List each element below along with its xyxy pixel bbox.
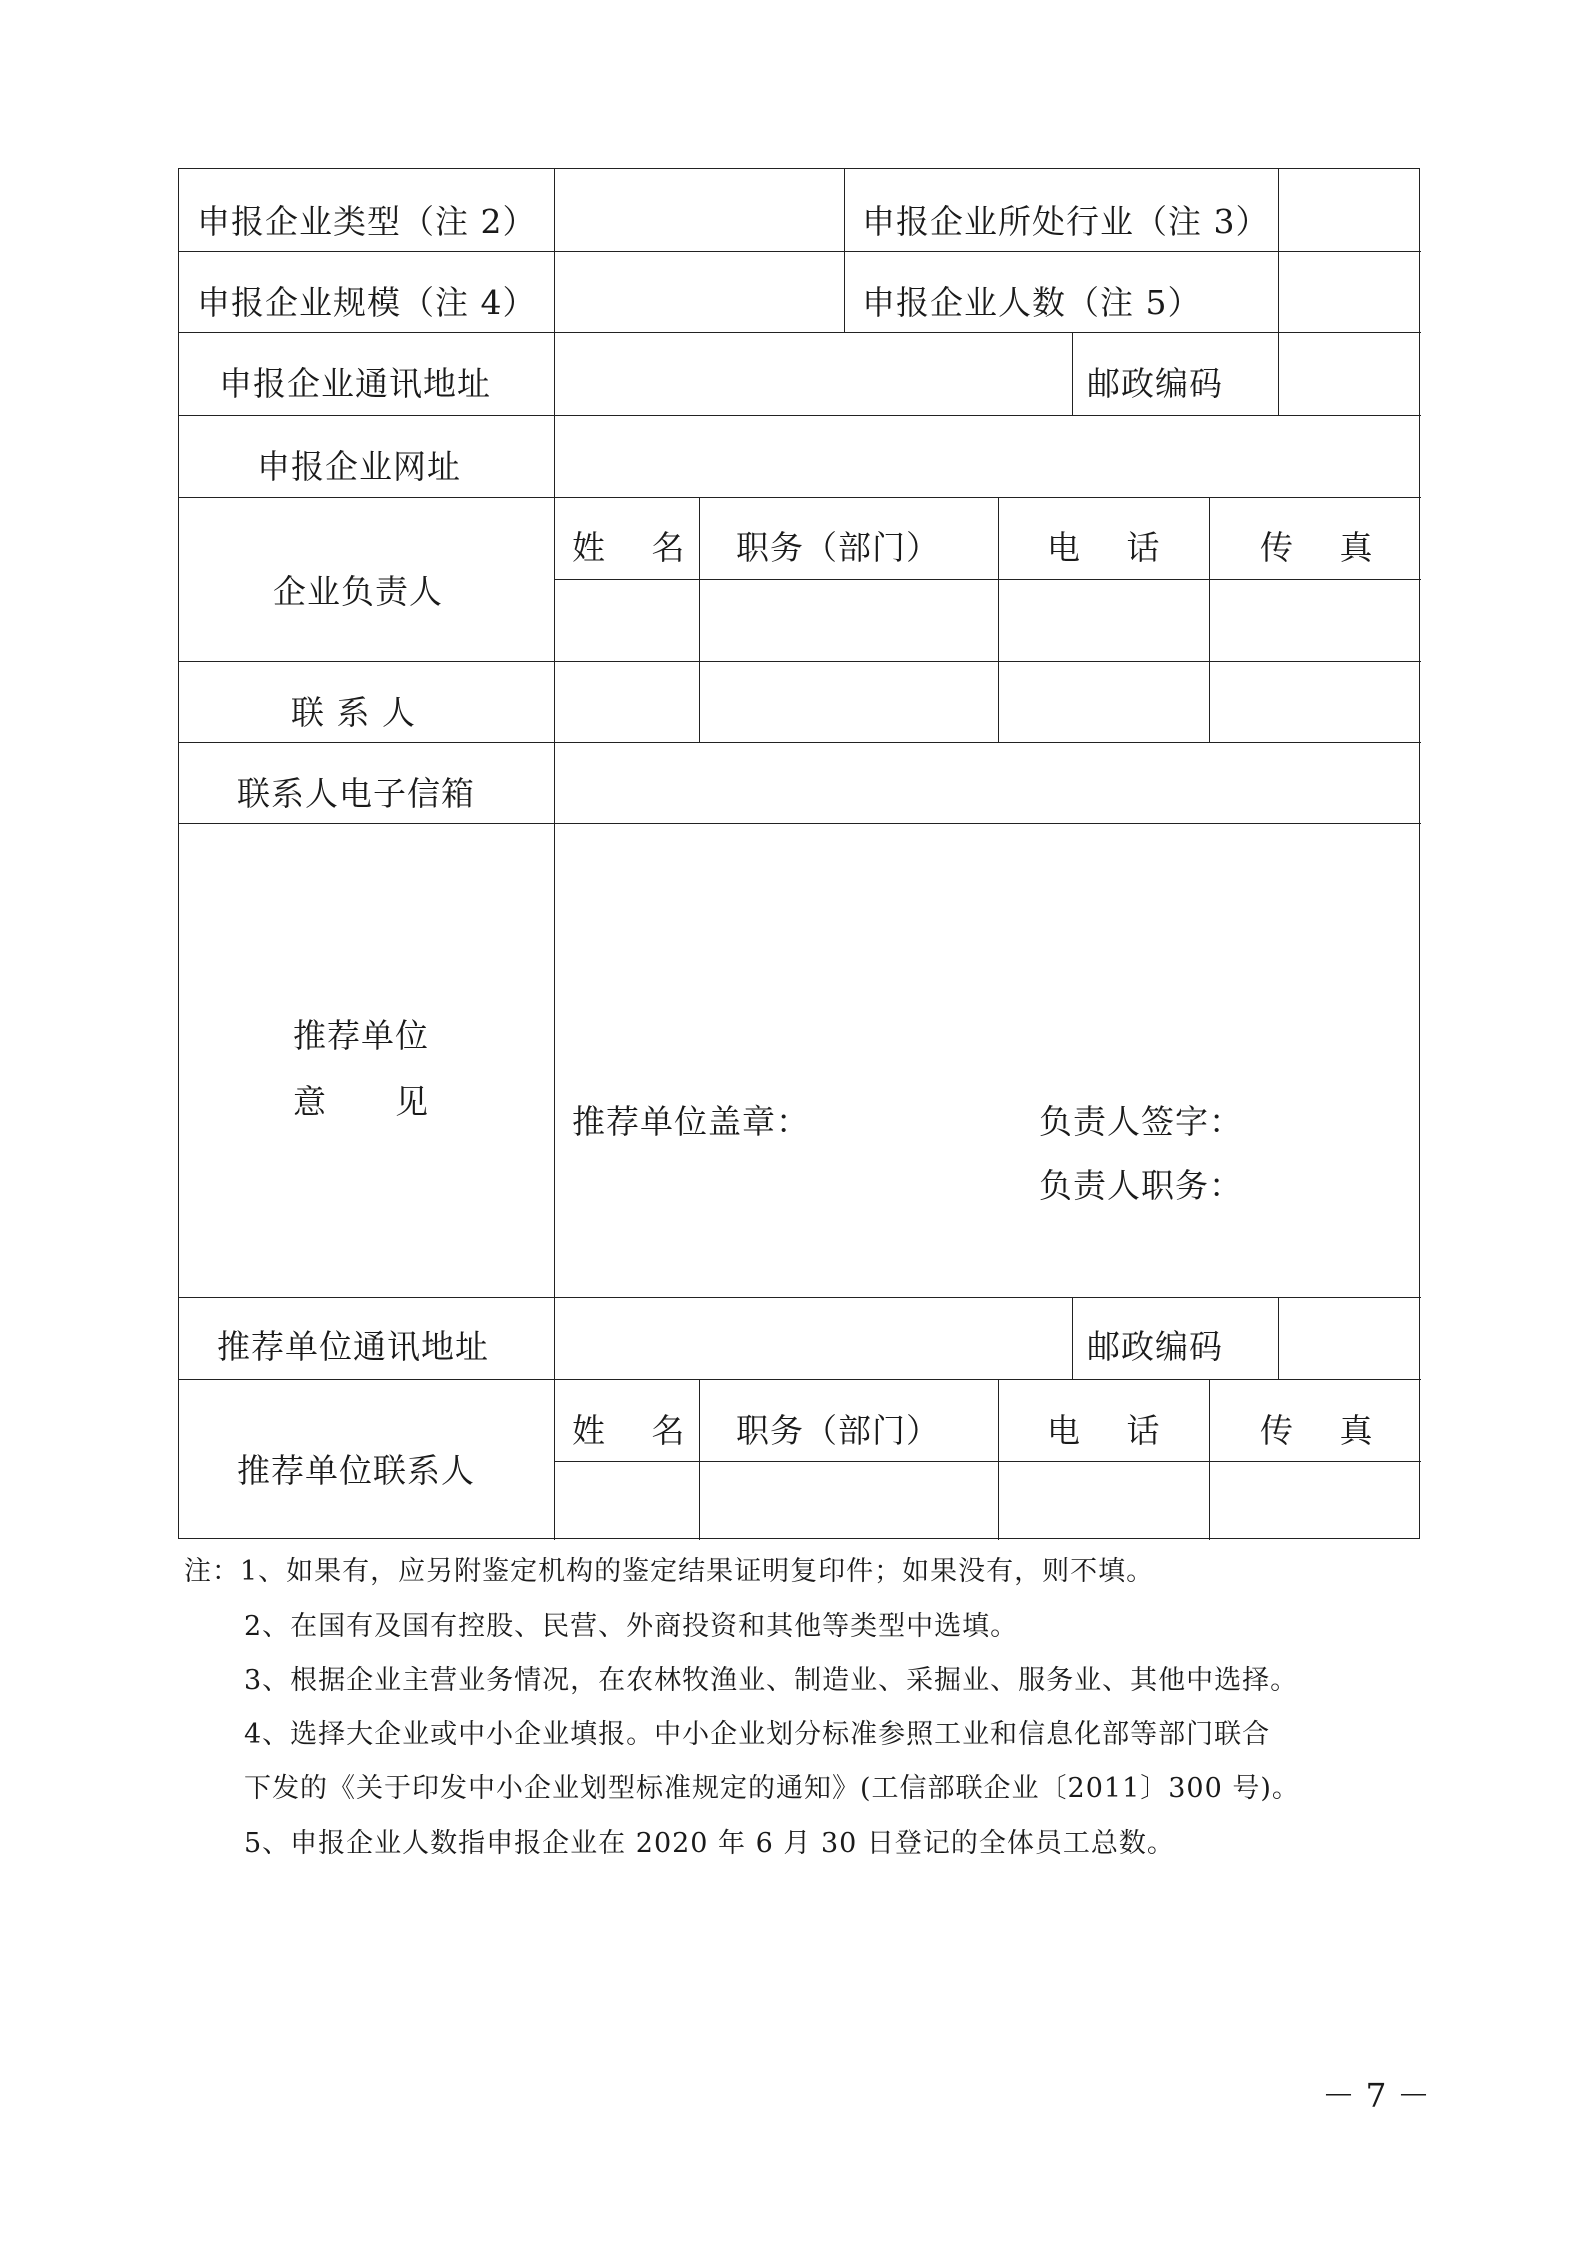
recommender-address-field[interactable] xyxy=(559,1301,1067,1375)
enterprise-industry-label: 申报企业所处行业（注 3） xyxy=(862,202,1270,241)
leader-position-label: 负责人职务： xyxy=(1039,1166,1243,1205)
leader-fax-field[interactable] xyxy=(1214,583,1415,657)
contact-email-field[interactable] xyxy=(559,746,1415,820)
recommender-name-header: 姓 名 xyxy=(572,1411,686,1450)
page-number: － 7 － xyxy=(1322,2076,1430,2115)
enterprise-postcode-label: 邮政编码 xyxy=(1087,364,1223,403)
row-divider xyxy=(179,332,1421,333)
leader-position-header: 职务（部门） xyxy=(736,528,940,567)
row-divider xyxy=(179,415,1421,416)
leader-name-field[interactable] xyxy=(559,583,695,657)
enterprise-type-field[interactable] xyxy=(559,173,839,249)
column-divider xyxy=(1278,332,1279,415)
row-divider xyxy=(179,497,1421,498)
enterprise-website-label: 申报企业网址 xyxy=(257,447,461,486)
contact-phone-field[interactable] xyxy=(1003,665,1205,739)
leader-signature-label: 负责人签字： xyxy=(1039,1102,1243,1141)
leader-name-header: 姓 名 xyxy=(572,528,686,567)
column-divider xyxy=(844,169,845,332)
contact-person-label: 联 系 人 xyxy=(291,693,416,732)
contact-email-label: 联系人电子信箱 xyxy=(237,774,475,813)
row-divider xyxy=(179,823,1421,824)
contact-position-field[interactable] xyxy=(704,665,994,739)
enterprise-type-label: 申报企业类型（注 2） xyxy=(197,202,537,241)
enterprise-postcode-field[interactable] xyxy=(1283,336,1415,412)
column-divider xyxy=(1072,332,1073,415)
column-divider xyxy=(1209,1379,1210,1540)
leader-fax-header: 传 真 xyxy=(1260,528,1374,567)
column-divider xyxy=(1209,497,1210,742)
contact-name-field[interactable] xyxy=(559,665,695,739)
column-divider xyxy=(1278,1297,1279,1379)
row-divider xyxy=(179,1297,1421,1298)
recommender-name-field[interactable] xyxy=(559,1465,695,1535)
recommender-address-label: 推荐单位通讯地址 xyxy=(217,1327,489,1366)
recommender-position-field[interactable] xyxy=(704,1465,994,1535)
enterprise-headcount-label: 申报企业人数（注 5） xyxy=(862,283,1202,322)
column-divider xyxy=(1278,169,1279,332)
recommender-position-header: 职务（部门） xyxy=(736,1411,940,1450)
row-divider xyxy=(554,1461,1421,1462)
enterprise-scale-field[interactable] xyxy=(559,255,839,329)
enterprise-industry-field[interactable] xyxy=(1283,173,1415,249)
recommender-opinion-label-2: 意 见 xyxy=(293,1082,429,1121)
column-divider xyxy=(699,1379,700,1540)
note-3: 3、根据企业主营业务情况，在农林牧渔业、制造业、采掘业、服务业、其他中选择。 xyxy=(244,1665,1299,1696)
row-divider xyxy=(179,661,1421,662)
row-divider xyxy=(554,579,1421,580)
contact-fax-field[interactable] xyxy=(1214,665,1415,739)
application-form-table xyxy=(178,168,1420,1539)
recommender-opinion-label: 推荐单位 xyxy=(293,1016,429,1055)
note-2: 2、在国有及国有控股、民营、外商投资和其他等类型中选填。 xyxy=(244,1611,1019,1642)
note-1: 注：1、如果有，应另附鉴定机构的鉴定结果证明复印件；如果没有，则不填。 xyxy=(184,1556,1155,1587)
column-divider xyxy=(1072,1297,1073,1379)
recommender-opinion-field[interactable] xyxy=(559,827,1415,1293)
column-divider xyxy=(998,497,999,742)
row-divider xyxy=(179,742,1421,743)
row-divider xyxy=(179,1379,1421,1380)
recommender-phone-header: 电 话 xyxy=(1047,1411,1161,1450)
enterprise-address-label: 申报企业通讯地址 xyxy=(219,364,491,403)
enterprise-address-field[interactable] xyxy=(559,336,1067,412)
leader-position-field[interactable] xyxy=(704,583,994,657)
enterprise-leader-label: 企业负责人 xyxy=(273,572,443,611)
leader-phone-header: 电 话 xyxy=(1047,528,1161,567)
enterprise-scale-label: 申报企业规模（注 4） xyxy=(197,283,537,322)
note-4-continued: 下发的《关于印发中小企业划型标准规定的通知》(工信部联企业〔2011〕300 号)。 xyxy=(244,1773,1300,1804)
recommender-postcode-field[interactable] xyxy=(1283,1301,1415,1375)
recommender-fax-field[interactable] xyxy=(1214,1465,1415,1535)
recommender-fax-header: 传 真 xyxy=(1260,1411,1374,1450)
row-divider xyxy=(179,251,1421,252)
note-5: 5、申报企业人数指申报企业在 2020 年 6 月 30 日登记的全体员工总数。 xyxy=(244,1828,1175,1859)
recommender-phone-field[interactable] xyxy=(1003,1465,1205,1535)
column-divider xyxy=(998,1379,999,1540)
recommender-postcode-label: 邮政编码 xyxy=(1087,1327,1223,1366)
column-divider xyxy=(554,169,555,1540)
recommender-seal-label: 推荐单位盖章： xyxy=(572,1102,810,1141)
note-4: 4、选择大企业或中小企业填报。中小企业划分标准参照工业和信息化部等部门联合 xyxy=(244,1719,1271,1750)
leader-phone-field[interactable] xyxy=(1003,583,1205,657)
recommender-contact-label: 推荐单位联系人 xyxy=(237,1451,475,1490)
column-divider xyxy=(699,497,700,742)
enterprise-website-field[interactable] xyxy=(559,419,1415,494)
enterprise-headcount-field[interactable] xyxy=(1283,255,1415,329)
